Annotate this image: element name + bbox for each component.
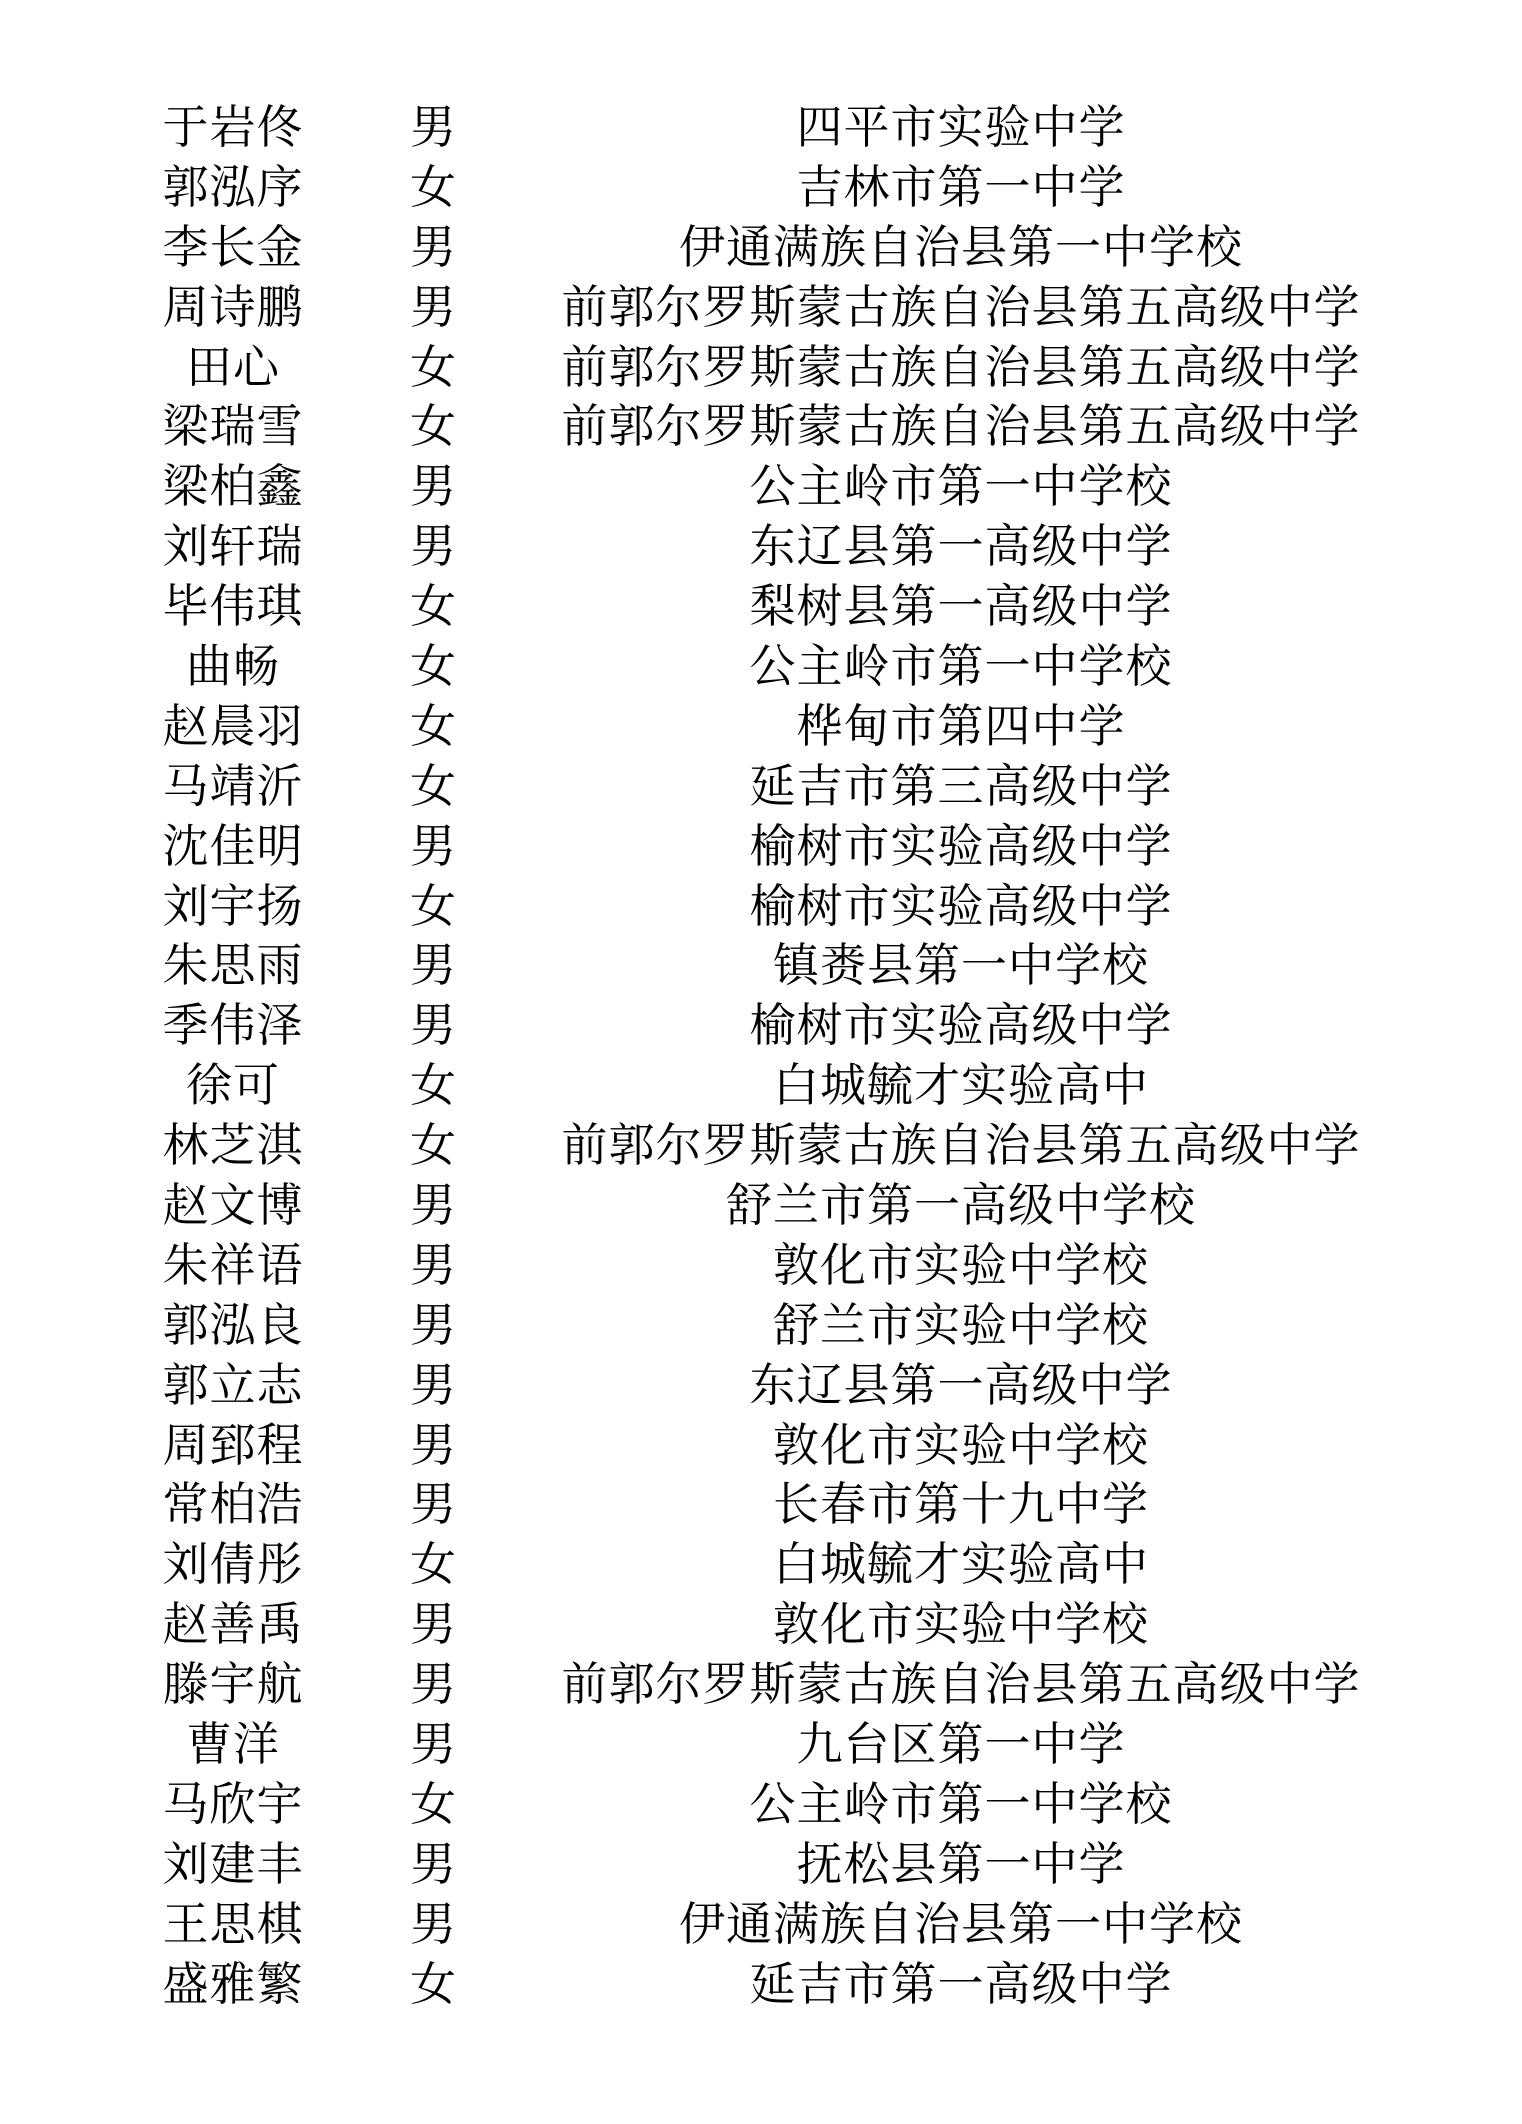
student-school: 前郭尔罗斯蒙古族自治县第五高级中学	[561, 279, 1361, 334]
student-name: 滕宇航	[162, 1657, 304, 1712]
student-name: 梁瑞雪	[162, 399, 304, 454]
student-name: 常柏浩	[162, 1477, 304, 1532]
student-gender: 女	[410, 1118, 456, 1173]
student-name: 李长金	[162, 219, 304, 274]
student-name: 朱祥语	[162, 1237, 304, 1292]
list-item	[0, 517, 1522, 577]
student-gender: 男	[410, 1717, 456, 1772]
student-gender: 女	[410, 758, 456, 813]
student-school: 九台区第一中学	[796, 1717, 1126, 1772]
student-school: 敦化市实验中学校	[773, 1597, 1149, 1652]
student-school: 敦化市实验中学校	[773, 1237, 1149, 1292]
student-school: 镇赉县第一中学校	[773, 938, 1149, 993]
list-item	[0, 1056, 1522, 1116]
student-school: 前郭尔罗斯蒙古族自治县第五高级中学	[561, 1118, 1361, 1173]
student-gender: 女	[410, 639, 456, 694]
student-name: 赵晨羽	[162, 698, 304, 753]
student-school: 公主岭市第一中学校	[749, 459, 1173, 514]
student-school: 前郭尔罗斯蒙古族自治县第五高级中学	[561, 399, 1361, 454]
student-gender: 男	[410, 1178, 456, 1233]
student-name: 周诗鹏	[162, 279, 304, 334]
student-name: 沈佳明	[162, 818, 304, 873]
student-gender: 男	[410, 1836, 456, 1891]
student-name: 郭泓序	[162, 159, 304, 214]
list-item	[0, 1356, 1522, 1416]
student-name: 王思棋	[162, 1896, 304, 1951]
student-school: 抚松县第一中学	[796, 1836, 1126, 1891]
student-name: 刘倩彤	[162, 1537, 304, 1592]
list-item	[0, 1236, 1522, 1296]
list-item	[0, 1895, 1522, 1955]
student-gender: 男	[410, 1417, 456, 1472]
student-school: 东辽县第一高级中学	[749, 1357, 1173, 1412]
student-gender: 女	[410, 878, 456, 933]
student-school: 榆树市实验高级中学	[749, 818, 1173, 873]
student-school: 伊通满族自治县第一中学校	[679, 1896, 1243, 1951]
student-school: 前郭尔罗斯蒙古族自治县第五高级中学	[561, 339, 1361, 394]
student-name: 赵文博	[162, 1178, 304, 1233]
list-item	[0, 1416, 1522, 1476]
list-item	[0, 1835, 1522, 1895]
student-school: 东辽县第一高级中学	[749, 519, 1173, 574]
student-gender: 女	[410, 1776, 456, 1831]
list-item	[0, 637, 1522, 697]
student-school: 四平市实验中学	[796, 100, 1126, 154]
student-name: 林芝淇	[162, 1118, 304, 1173]
list-item	[0, 996, 1522, 1056]
list-item	[0, 817, 1522, 877]
list-item	[0, 457, 1522, 517]
student-gender: 男	[410, 1597, 456, 1652]
student-gender: 男	[410, 519, 456, 574]
student-name: 朱思雨	[162, 938, 304, 993]
student-name: 马靖沂	[162, 758, 304, 813]
student-gender: 女	[410, 1537, 456, 1592]
student-gender: 男	[410, 1297, 456, 1352]
student-school: 桦甸市第四中学	[796, 698, 1126, 753]
student-name: 马欣宇	[162, 1776, 304, 1831]
student-school: 梨树县第一高级中学	[749, 579, 1173, 634]
list-item	[0, 1116, 1522, 1176]
student-name: 毕伟琪	[162, 579, 304, 634]
student-school: 敦化市实验中学校	[773, 1417, 1149, 1472]
student-name: 刘宇扬	[162, 878, 304, 933]
student-school: 公主岭市第一中学校	[749, 1776, 1173, 1831]
list-item	[0, 1176, 1522, 1236]
student-gender: 男	[410, 100, 456, 154]
student-gender: 女	[410, 579, 456, 634]
list-item	[0, 757, 1522, 817]
student-gender: 女	[410, 339, 456, 394]
student-school: 吉林市第一中学	[796, 159, 1126, 214]
student-name: 曲畅	[186, 639, 280, 694]
list-item	[0, 1955, 1522, 2015]
list-item	[0, 877, 1522, 937]
student-name: 曹洋	[186, 1717, 280, 1772]
student-school: 公主岭市第一中学校	[749, 639, 1173, 694]
student-gender: 男	[410, 279, 456, 334]
student-school: 延吉市第一高级中学	[749, 1956, 1173, 2011]
student-gender: 男	[410, 998, 456, 1053]
student-school: 前郭尔罗斯蒙古族自治县第五高级中学	[561, 1657, 1361, 1712]
list-item	[0, 158, 1522, 218]
student-gender: 男	[410, 1477, 456, 1532]
student-gender: 男	[410, 1357, 456, 1412]
student-gender: 女	[410, 1956, 456, 2011]
list-item	[0, 1475, 1522, 1535]
student-name: 季伟泽	[162, 998, 304, 1053]
student-school: 长春市第十九中学	[773, 1477, 1149, 1532]
student-name: 郭立志	[162, 1357, 304, 1412]
student-gender: 男	[410, 1657, 456, 1712]
student-name: 于岩佟	[162, 100, 304, 154]
list-item	[0, 338, 1522, 398]
student-school: 延吉市第三高级中学	[749, 758, 1173, 813]
student-school: 伊通满族自治县第一中学校	[679, 219, 1243, 274]
list-item	[0, 1296, 1522, 1356]
list-item	[0, 1595, 1522, 1655]
student-list	[0, 98, 1522, 2015]
list-item	[0, 278, 1522, 338]
list-item	[0, 577, 1522, 637]
student-gender: 女	[410, 1058, 456, 1113]
student-school: 白城毓才实验高中	[773, 1058, 1149, 1113]
list-item	[0, 1715, 1522, 1775]
student-school: 舒兰市第一高级中学校	[726, 1178, 1196, 1233]
student-gender: 男	[410, 1896, 456, 1951]
student-gender: 男	[410, 818, 456, 873]
student-school: 榆树市实验高级中学	[749, 998, 1173, 1053]
student-name: 郭泓良	[162, 1297, 304, 1352]
list-item	[0, 697, 1522, 757]
list-item	[0, 1775, 1522, 1835]
student-name: 徐可	[186, 1058, 280, 1113]
student-gender: 女	[410, 698, 456, 753]
list-item	[0, 218, 1522, 278]
list-item	[0, 98, 1522, 158]
student-name: 梁柏鑫	[162, 459, 304, 514]
student-name: 刘轩瑞	[162, 519, 304, 574]
student-name: 赵善禹	[162, 1597, 304, 1652]
list-item	[0, 936, 1522, 996]
student-school: 白城毓才实验高中	[773, 1537, 1149, 1592]
student-name: 田心	[186, 339, 280, 394]
student-name: 盛雅繁	[162, 1956, 304, 2011]
list-item	[0, 1535, 1522, 1595]
student-name: 周郅程	[162, 1417, 304, 1472]
student-gender: 男	[410, 459, 456, 514]
student-gender: 女	[410, 399, 456, 454]
list-item	[0, 1655, 1522, 1715]
student-school: 榆树市实验高级中学	[749, 878, 1173, 933]
student-gender: 男	[410, 938, 456, 993]
student-gender: 男	[410, 219, 456, 274]
student-school: 舒兰市实验中学校	[773, 1297, 1149, 1352]
list-item	[0, 397, 1522, 457]
student-name: 刘建丰	[162, 1836, 304, 1891]
student-gender: 女	[410, 159, 456, 214]
student-gender: 男	[410, 1237, 456, 1292]
